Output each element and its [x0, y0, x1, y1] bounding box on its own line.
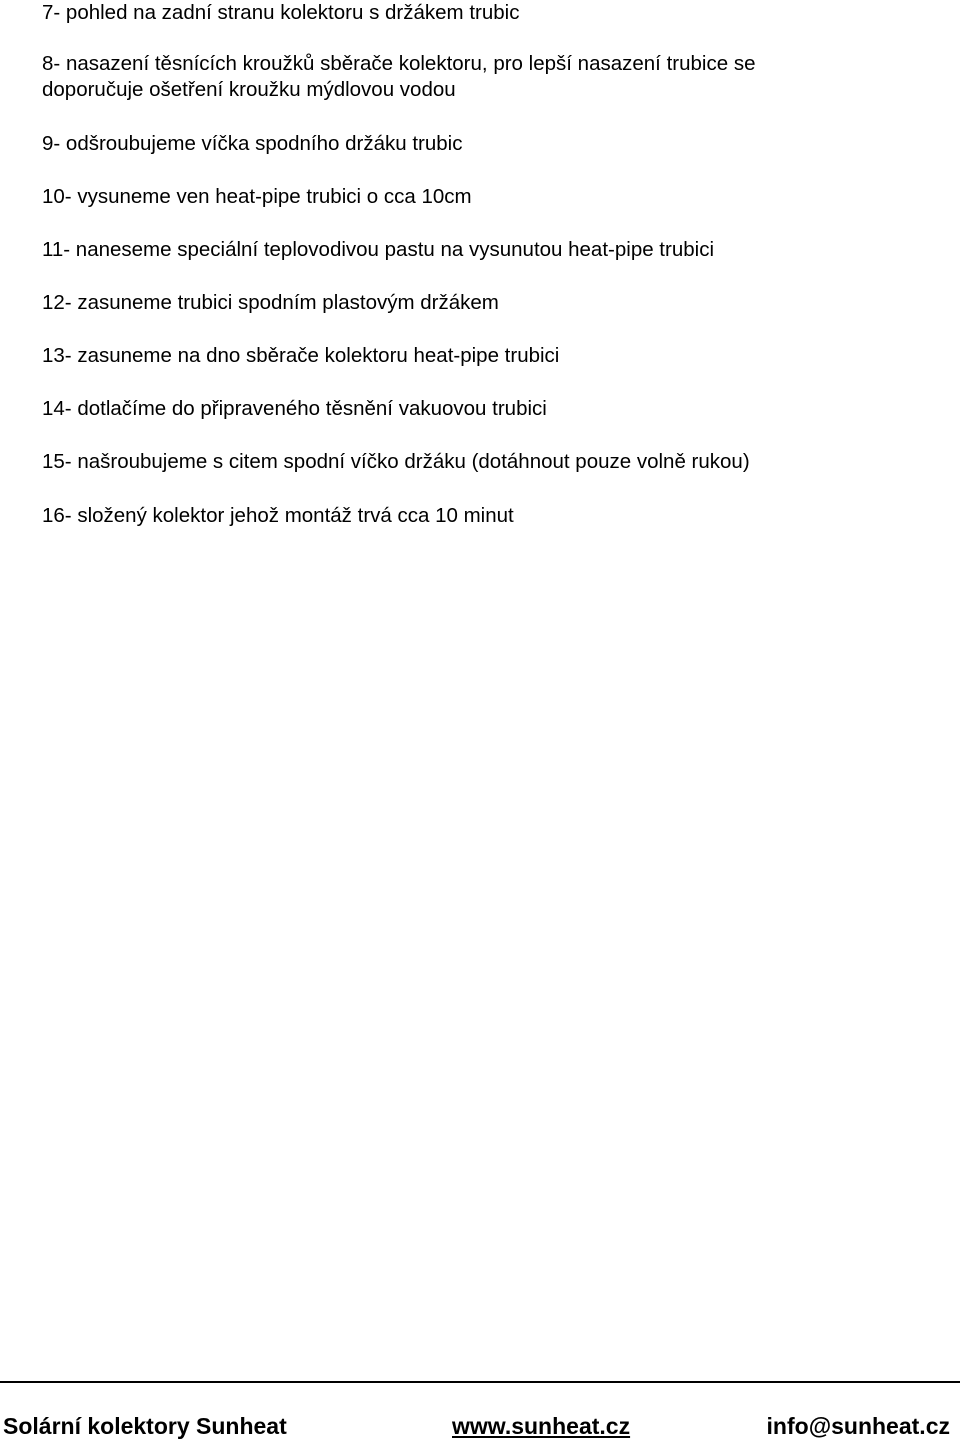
step-line-justified — [42, 51, 958, 77]
step-line: 9- odšroubujeme víčka spodního držáku trubic — [42, 132, 463, 155]
footer-email-link[interactable]: info@sunheat.cz — [766, 1413, 950, 1439]
step-line: doporučuje ošetření kroužku mýdlovou vodou — [42, 78, 456, 101]
step-word: kolektoru, — [398, 52, 488, 75]
step-word: kroužků — [242, 52, 315, 75]
step-14 — [42, 396, 958, 422]
page-footer — [0, 1410, 960, 1444]
step-line: 15- našroubujeme s citem spodní víčko držáku (dotáhnout pouze volně rukou) — [42, 450, 750, 473]
footer-website-link[interactable]: www.sunheat.cz — [452, 1413, 631, 1439]
step-word: trubice — [666, 52, 729, 75]
step-word: pro — [493, 52, 523, 75]
step-7 — [42, 0, 958, 26]
step-line: 12- zasuneme trubici spodním plastovým držákem — [42, 291, 499, 314]
step-13 — [42, 343, 958, 369]
step-word: lepší — [528, 52, 572, 75]
step-12 — [42, 290, 958, 316]
step-line: 16- složený kolektor jehož montáž trvá cca 10 minut — [42, 504, 514, 527]
step-word: sběrače — [320, 52, 394, 75]
step-11 — [42, 237, 958, 263]
step-10 — [42, 184, 958, 210]
footer-divider — [0, 1381, 960, 1383]
step-line: 7- pohled na zadní stranu kolektoru s držákem trubic — [42, 1, 520, 24]
step-9 — [42, 131, 958, 157]
step-16 — [42, 503, 958, 529]
step-8 — [42, 51, 958, 103]
step-word: se — [733, 52, 756, 75]
step-word: nasazení — [65, 52, 150, 75]
step-word: nasazení — [577, 52, 661, 75]
step-line: 10- vysuneme ven heat-pipe trubici o cca 10cm — [42, 185, 472, 208]
step-word: těsnících — [154, 52, 237, 75]
step-15 — [42, 449, 958, 475]
footer-company-name: Solární kolektory Sunheat — [3, 1413, 287, 1439]
step-line: 11- naneseme speciální teplovodivou pastu na vysunutou heat-pipe trubici — [42, 238, 714, 261]
step-word: 8- — [42, 52, 61, 75]
step-line: 14- dotlačíme do připraveného těsnění vakuovou trubici — [42, 397, 547, 420]
step-line: 13- zasuneme na dno sběrače kolektoru heat-pipe trubici — [42, 344, 560, 367]
